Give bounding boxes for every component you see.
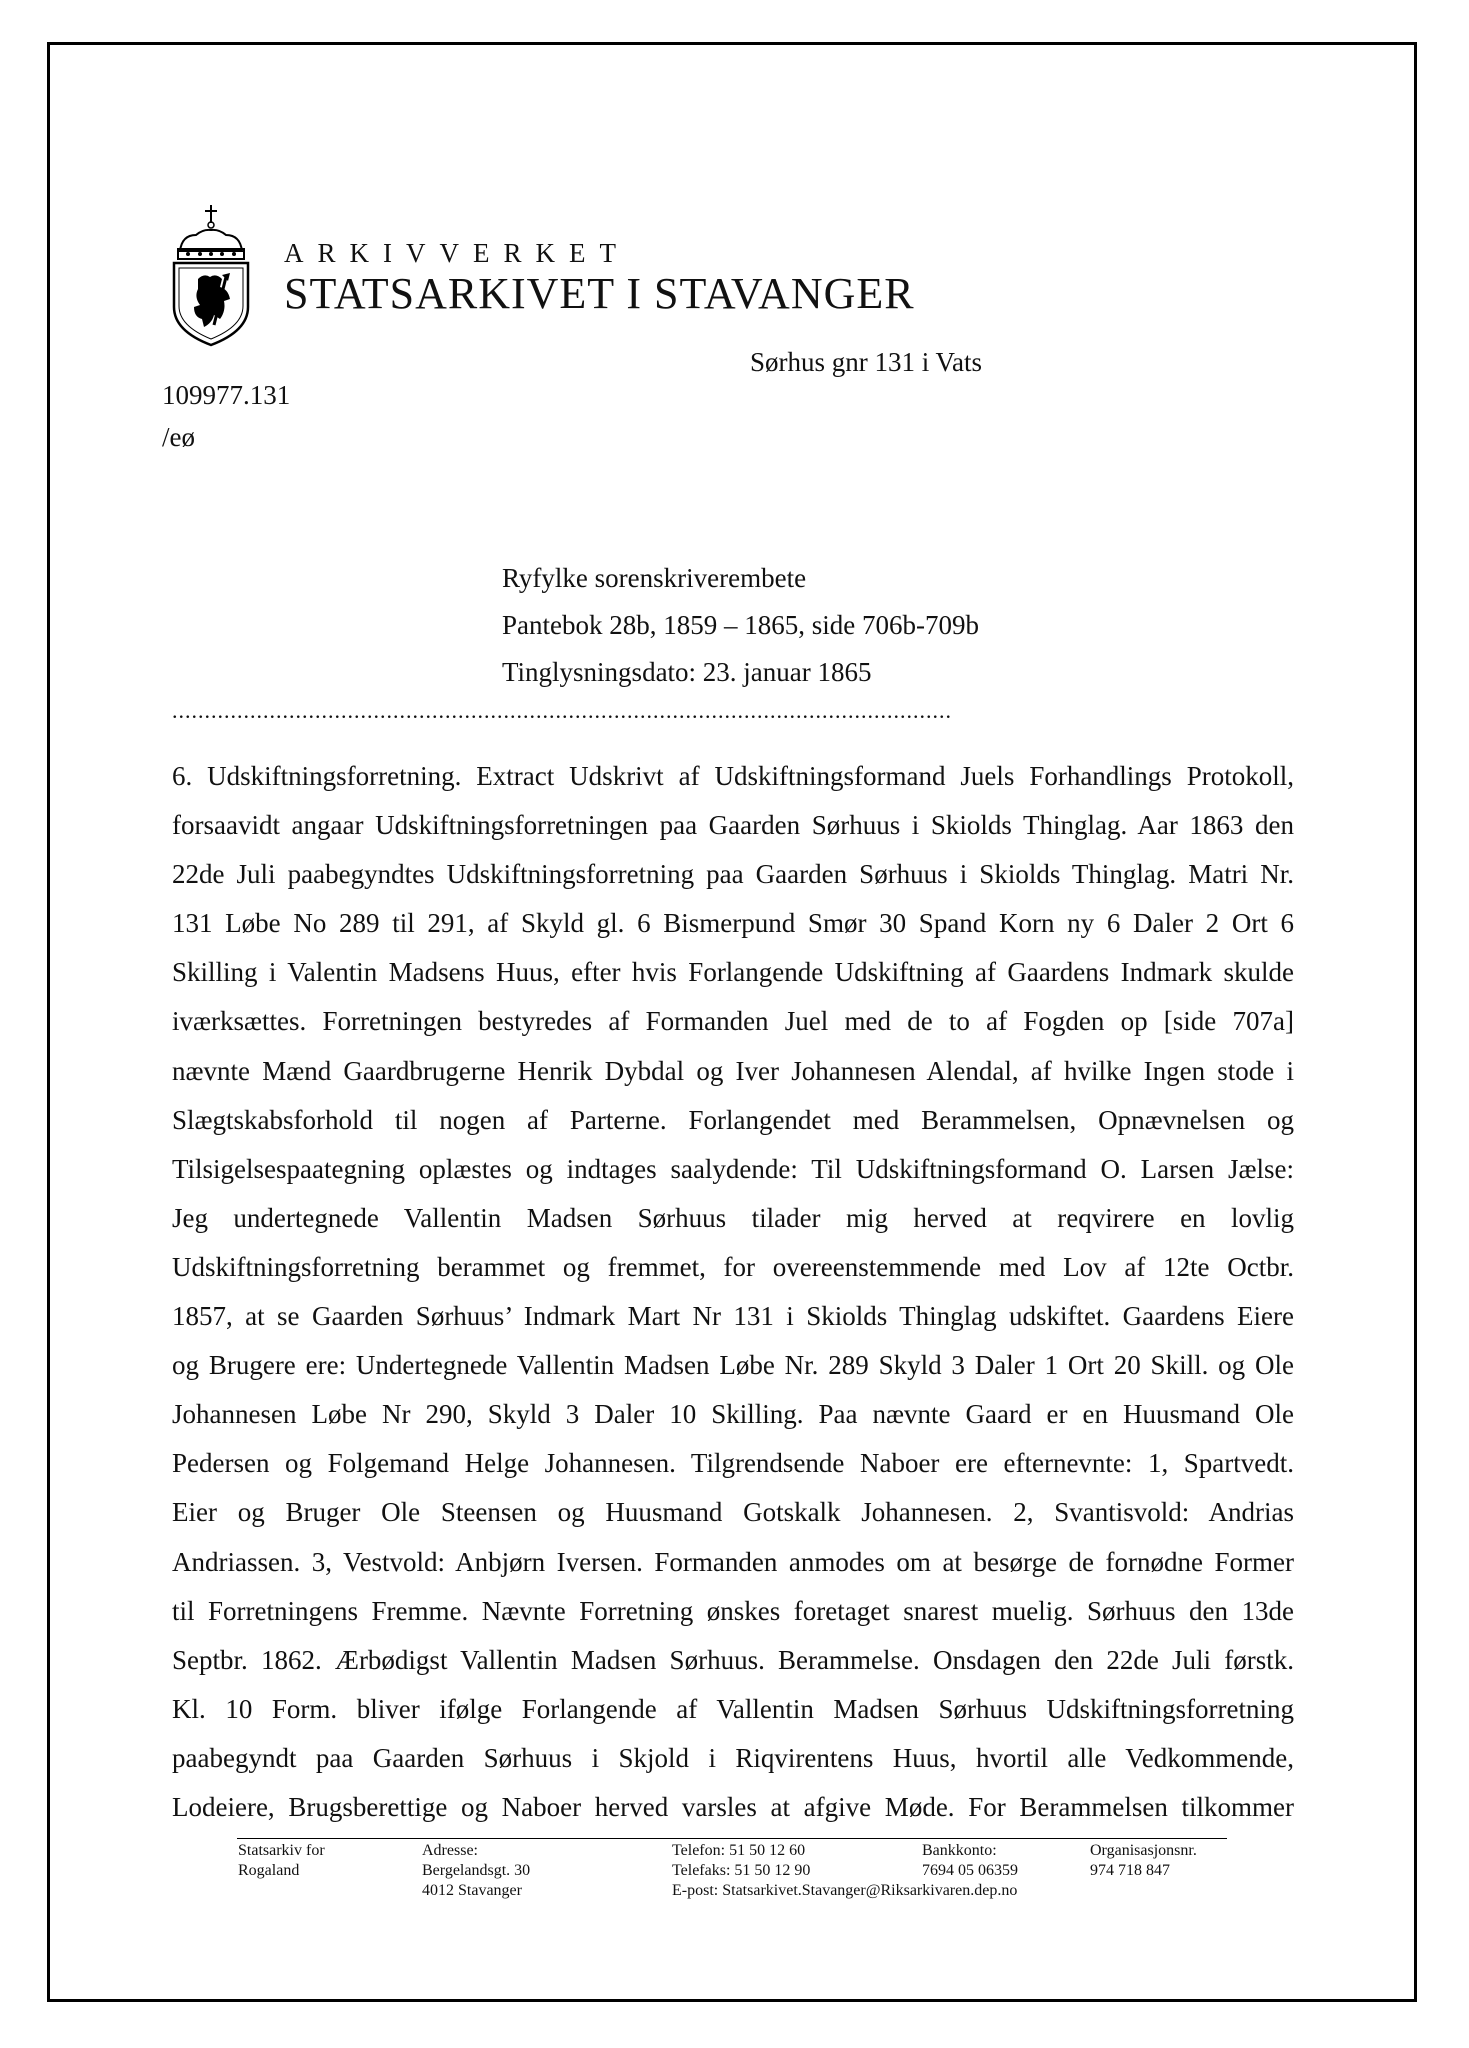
body-line: Andriassen. 3, Vestvold: Anbjørn Iversen. Formanden anmodes om at besørge de fornødne Former [172,1546,1294,1577]
body-line: til Forretningens Fremme. Nævnte Forretning ønskes foretaget snarest muelig. Sørhuus den 13de [172,1595,1294,1626]
transcription-body [172,752,1294,1832]
footer-line: Bergelandsgt. 30 [422,1862,531,1879]
footer-line: Bankkonto: [922,1842,997,1859]
body-line: Skilling i Valentin Madsens Huus, efter hvis Forlangende Udskiftning af Gaardens Indmark skulde [172,957,1294,988]
footer-email: E-post: Statsarkivet.Stavanger@Riksarkivaren.dep.no [672,1882,1018,1899]
agency-name: ARKIVVERKET [284,238,630,268]
reference-block [162,374,290,458]
footer-institution [238,1841,325,1881]
body-line: Tilsigelsespaategning oplæstes og indtages saalydende: Til Udskiftningsformand O. Larsen Jælse: [172,1153,1294,1184]
footer-line: 974 718 847 [1090,1862,1170,1879]
body-line: iværksættes. Forretningen bestyredes af Formanden Juel med de to af Fogden op [side 707a] [172,1006,1294,1037]
source-office: Ryfylke sorenskriverembete [502,563,807,593]
body-line: Septbr. 1862. Ærbødigst Vallentin Madsen Sørhuus. Berammelse. Onsdagen den 22de Juli førstk. [172,1644,1294,1675]
document-subject: Sørhus gnr 131 i Vats [750,347,983,377]
body-line: Slægtskabsforhold til nogen af Parterne. Forlangendet med Berammelsen, Opnævnelsen og [172,1104,1294,1135]
body-line: og Brugere ere: Undertegnede Vallentin Madsen Løbe Nr. 289 Skyld 3 Daler 1 Ort 20 Skill. og Ole [172,1350,1294,1381]
footer-line: Rogaland [238,1862,300,1879]
body-line: Kl. 10 Form. bliver ifølge Forlangende af Vallentin Madsen Sørhuus Udskiftningsforretning [172,1693,1294,1724]
body-line: 131 Løbe No 289 til 291, af Skyld gl. 6 Bismerpund Smør 30 Spand Korn ny 6 Daler 2 Ort 6 [172,908,1294,939]
body-line: 1857, at se Gaarden Sørhuus’ Indmark Mart Nr 131 i Skiolds Thinglag udskiftet. Gaardens Eiere [172,1301,1294,1332]
body-line: Pedersen og Folgemand Helge Johannesen. Tilgrendsende Naboer ere efternevnte: 1, Spartvedt. [172,1448,1294,1479]
footer-line: Adresse: [422,1842,478,1859]
body-line: forsaavidt angaar Udskiftningsforretningen paa Gaarden Sørhuus i Skiolds Thinglag. Aar 1863 den [172,810,1294,841]
body-line: 6. Udskiftningsforretning. Extract Udskrivt af Udskiftningsformand Juels Forhandlings Protokoll, [172,761,1294,791]
body-line: Udskiftningsforretning berammet og fremmet, for overeenstemmende med Lov af 12te Octbr. [172,1251,1294,1282]
footer-address [422,1841,530,1901]
footer-bank [922,1841,1018,1881]
archive-name: STATSARKIVET I STAVANGER [284,269,915,318]
footer-org-number [1090,1841,1197,1881]
body-line: 22de Juli paabegyndtes Udskiftningsforretning paa Gaarden Sørhuus i Skiolds Thinglag. Matri Nr. [172,859,1294,890]
body-line: nævnte Mænd Gaardbrugerne Henrik Dybdal og Iver Johannesen Alendal, af hvilke Ingen stode i [172,1055,1294,1086]
body-line: Lodeiere, Brugsberettige og Naboer herved varsles at afgive Møde. For Berammelsen tilkommer [172,1791,1294,1822]
footer-line: 4012 Stavanger [422,1882,522,1899]
footer-rule [237,1838,1227,1839]
body-line: Johannesen Løbe Nr 290, Skyld 3 Daler 10 Skilling. Paa nævnte Gaard er en Huusmand Ole [172,1399,1294,1430]
footer-line: Telefaks: 51 50 12 90 [672,1862,811,1879]
footer-line: Organisasjonsnr. [1090,1842,1197,1859]
footer-line: 7694 05 06359 [922,1862,1018,1879]
source-book: Pantebok 28b, 1859 – 1865, side 706b-709b [502,610,979,640]
footer-line: Statsarkiv for [238,1842,325,1859]
coat-of-arms-logo [170,203,252,348]
body-line: Jeg undertegnede Vallentin Madsen Sørhuus tilader mig herved at reqvirere en lovlig [172,1202,1294,1233]
reference-number: 109977.131 [162,380,291,410]
footer-line: Telefon: 51 50 12 60 [672,1842,806,1859]
dotted-separator: ........................................................................................................................ [172,700,952,722]
body-line: Eier og Bruger Ole Steensen og Huusmand Gotskalk Johannesen. 2, Svantisvold: Andrias [172,1497,1294,1528]
reference-initials: /eø [162,422,195,452]
body-line: paabegyndt paa Gaarden Sørhuus i Skjold i Riqvirentens Huus, hvortil alle Vedkommende, [172,1742,1294,1773]
source-block [502,555,979,696]
source-date: Tinglysningsdato: 23. januar 1865 [502,657,872,687]
